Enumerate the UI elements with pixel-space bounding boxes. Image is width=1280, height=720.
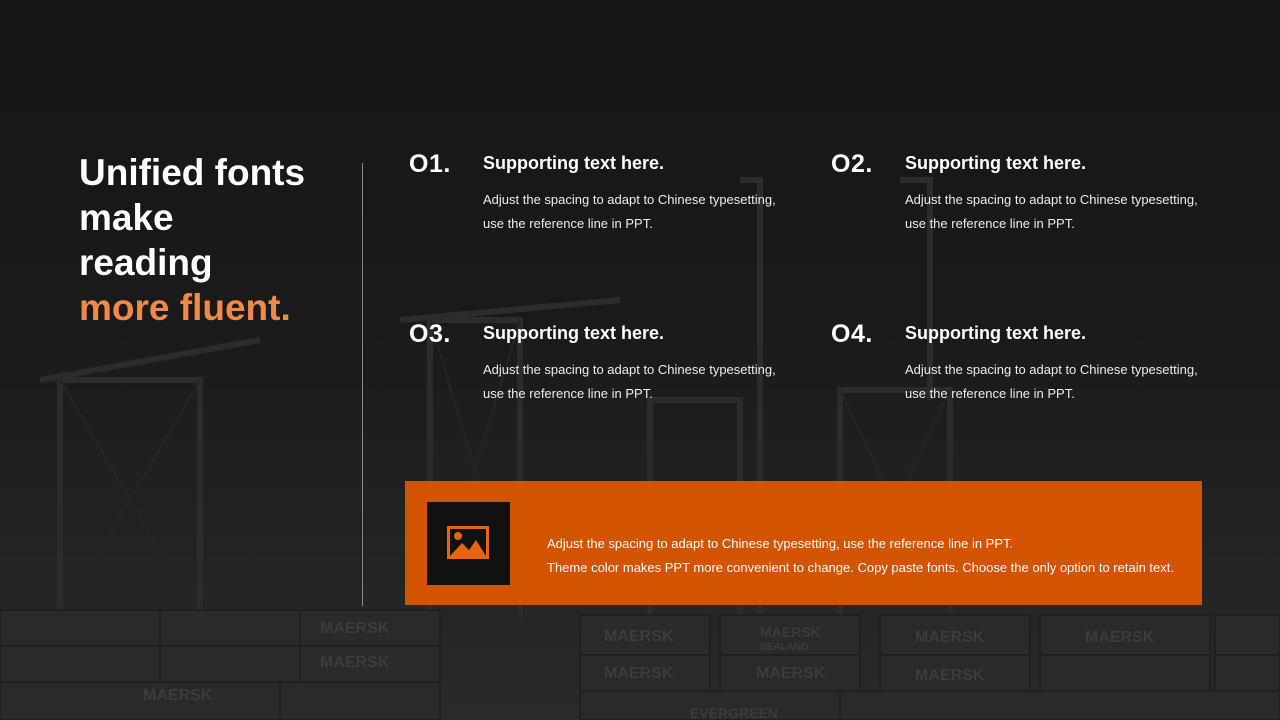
image-placeholder[interactable] [427,502,510,585]
point-item-1 [409,150,789,260]
svg-text:MAERSK: MAERSK [1085,629,1155,646]
point-heading: Supporting text here. [483,323,665,343]
title-line-3: reading [79,242,213,283]
point-body: Adjust the spacing to adapt to Chinese typesetting, use the reference line in PPT. [905,362,1198,401]
point-item-3 [409,320,789,430]
point-heading: Supporting text here. [905,153,1087,173]
point-number: O4. [831,320,873,348]
svg-text:MAERSK: MAERSK [915,667,985,684]
point-number: O1. [409,150,451,178]
point-item-2 [831,150,1211,260]
svg-text:MAERSK: MAERSK [320,620,390,637]
slide-title [79,150,349,330]
point-heading: Supporting text here. [905,323,1087,343]
point-number: O2. [831,150,873,178]
point-number: O3. [409,320,451,348]
banner-text-line-1: Adjust the spacing to adapt to Chinese typesetting, use the reference line in PPT. [547,536,1014,551]
svg-text:EVERGREEN: EVERGREEN [690,705,778,720]
title-line-1: Unified fonts [79,152,306,193]
svg-text:MAERSK: MAERSK [143,687,213,704]
svg-text:MAERSK: MAERSK [915,629,985,646]
point-body: Adjust the spacing to adapt to Chinese typesetting, use the reference line in PPT. [483,362,776,401]
banner-text-line-2: Theme color makes PPT more convenient to change. Copy paste fonts. Choose the only option to retain text. [547,560,1174,575]
vertical-divider [362,163,363,606]
svg-text:MAERSK: MAERSK [760,624,821,640]
point-body: Adjust the spacing to adapt to Chinese typesetting, use the reference line in PPT. [905,192,1198,231]
point-body: Adjust the spacing to adapt to Chinese typesetting, use the reference line in PPT. [483,192,776,231]
title-accent-line: more fluent. [79,287,291,328]
image-icon [447,526,489,559]
highlight-banner [405,481,1202,605]
banner-text [547,532,1197,580]
svg-text:SEALAND: SEALAND [760,642,809,653]
point-item-4 [831,320,1211,430]
svg-text:MAERSK: MAERSK [604,628,674,645]
svg-text:MAERSK: MAERSK [320,654,390,671]
point-heading: Supporting text here. [483,153,665,173]
svg-text:MAERSK: MAERSK [604,665,674,682]
title-line-2: make [79,197,174,238]
svg-text:MAERSK: MAERSK [756,665,826,682]
